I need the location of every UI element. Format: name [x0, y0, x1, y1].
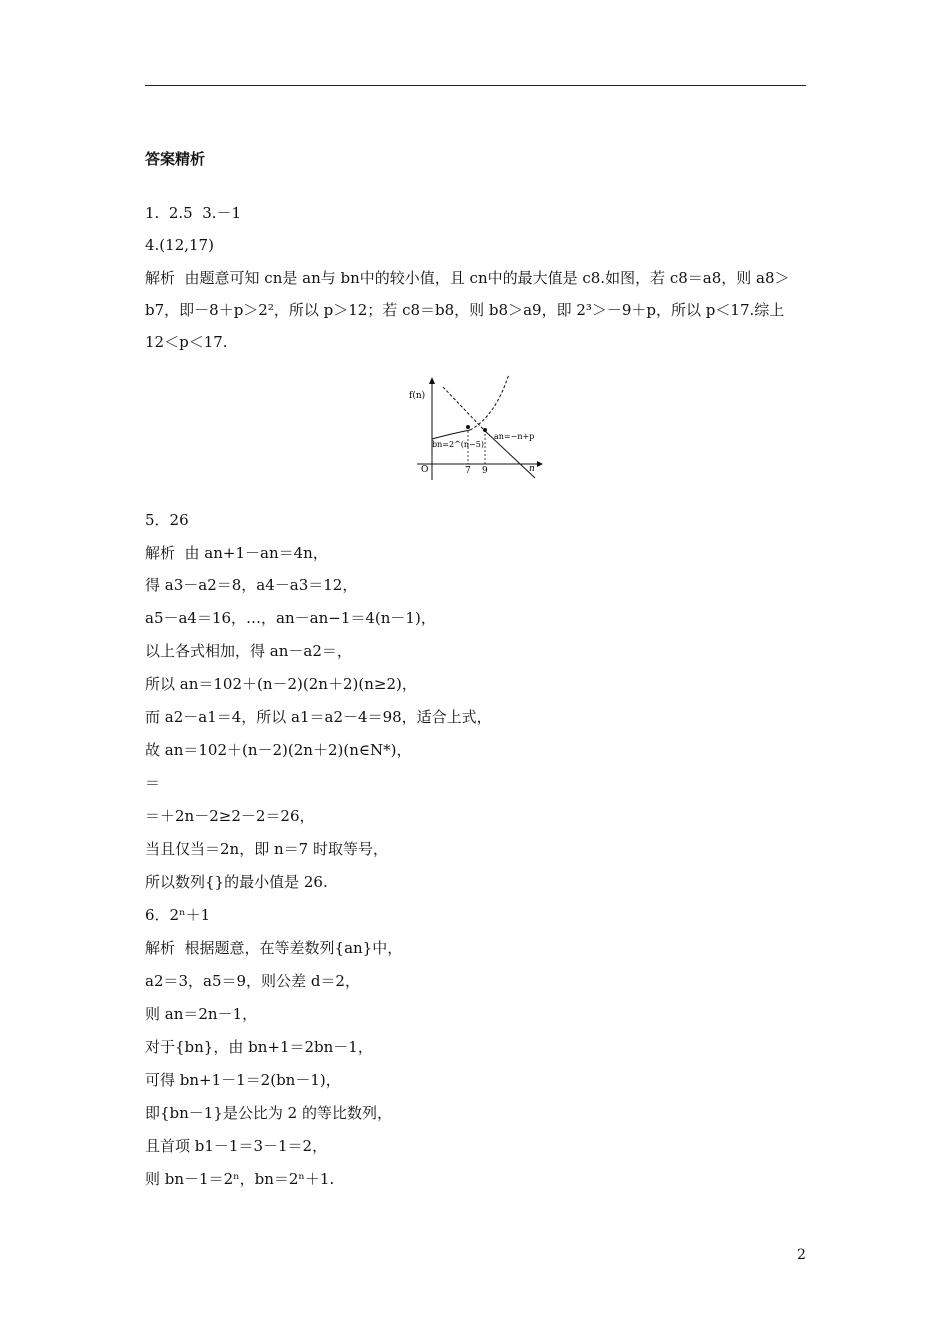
y-axis-label: f(n) [409, 391, 426, 401]
solution-5-line-10: 当且仅当＝2n，即 n＝7 时取等号， [145, 840, 388, 858]
solution-5-line-6: 而 a2－a1＝4，所以 a1＝a2－4＝98，适合上式， [145, 708, 492, 726]
solution-5-line-11: 所以数列{}的最小值是 26. [145, 873, 328, 891]
solution-6-line-5: 可得 bn+1－1＝2(bn－1)， [145, 1071, 341, 1089]
function-graph-figure [405, 372, 545, 484]
solution-6-line-6: 即{bn－1}是公比为 2 的等比数列， [145, 1104, 392, 1122]
solution-5-line-4: 以上各式相加，得 an－a2＝， [145, 642, 352, 660]
answer-4-explanation: 解析 由题意可知 cn是 an与 bn中的较小值，且 cn中的最大值是 c8.如图，若 c8＝a8，则 a8＞b7，即－8＋p＞2²，所以 p＞12；若 c8＝b8，则 b8＞a9，即 2³＞－9＋p，所以 p＜17.综上 12＜p＜17. [145, 269, 790, 351]
tick-9-label: 9 [482, 466, 488, 476]
origin-label: O [421, 465, 429, 475]
page-number: 2 [797, 1247, 806, 1263]
solution-6-line-4: 对于{bn}，由 bn+1＝2bn－1， [145, 1038, 373, 1056]
solution-6-line-2: a2＝3，a5＝9，则公差 d＝2， [145, 972, 360, 990]
answer-line-1: 1. 2.5 3.－1 [145, 204, 242, 222]
answer-line-6: 6．2ⁿ＋1 [145, 906, 211, 924]
answer-line-5: 5．26 [145, 511, 189, 529]
solution-5-line-3: a5－a4＝16，…，an－an−1＝4(n－1)， [145, 609, 436, 627]
solution-5-line-9: ＝＋2n－2≥2－2＝26， [145, 807, 315, 825]
solution-6-line-8: 则 bn－1＝2ⁿ，bn＝2ⁿ＋1. [145, 1170, 335, 1188]
header-rule [145, 85, 806, 86]
solution-5-line-7: 故 an＝102＋(n－2)(2n＋2)(n∈N*)， [145, 741, 412, 759]
curve-b-label: bn=2^(n−5) [432, 440, 484, 449]
solution-5-line-5: 所以 an＝102＋(n－2)(2n＋2)(n≥2)， [145, 675, 417, 693]
solution-6-line-3: 则 an＝2n－1， [145, 1005, 258, 1023]
solution-5-line-1: 解析 由 an+1－an＝4n， [145, 544, 328, 562]
solution-6-line-1: 解析 根据题意，在等差数列{an}中， [145, 939, 403, 957]
tick-7-label: 7 [465, 466, 471, 476]
solution-5-line-8: ＝ [145, 774, 161, 792]
x-axis-label: n [529, 464, 535, 474]
line-a-label: an=−n+p [494, 432, 535, 441]
solution-5-line-2: 得 a3－a2＝8，a4－a3＝12， [145, 576, 358, 594]
solution-6-line-7: 且首项 b1－1＝3－1＝2， [145, 1137, 328, 1155]
answer-heading: 答案精析 [145, 150, 206, 168]
answer-line-4: 4.(12,17) [145, 236, 214, 254]
